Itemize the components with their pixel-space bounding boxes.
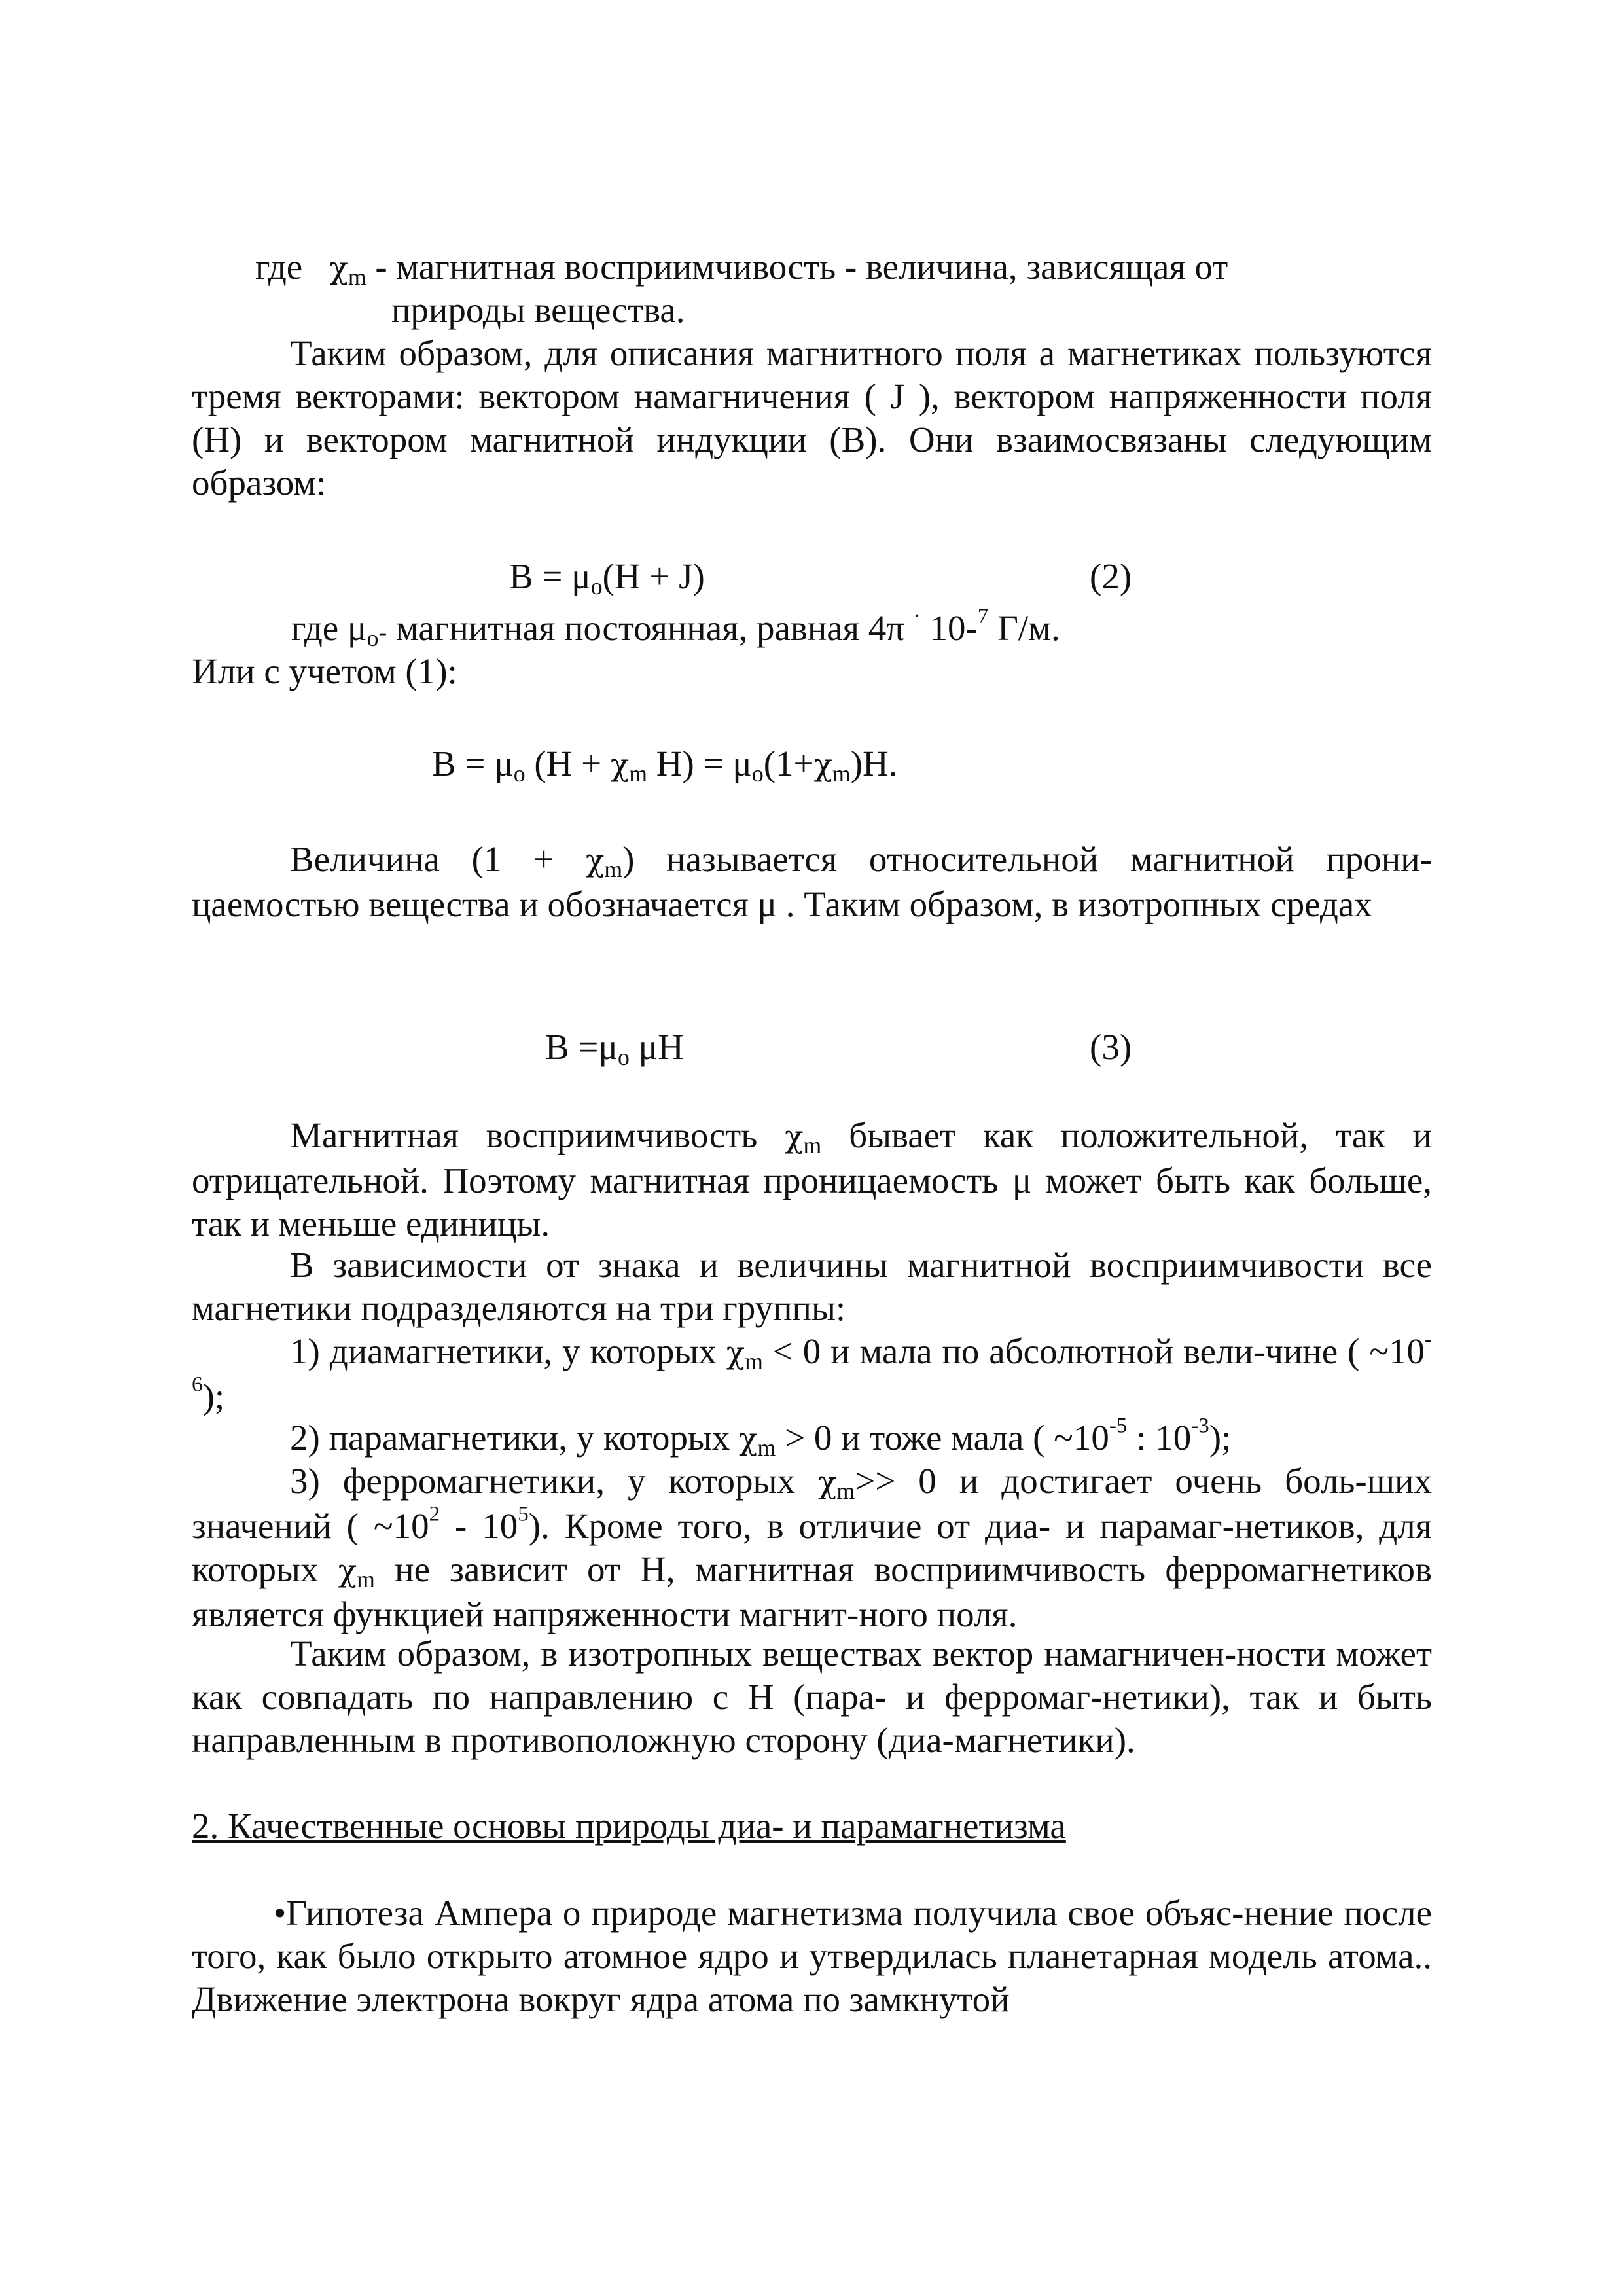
g1-text-c: ); <box>202 1376 225 1416</box>
mu-symbol: μ <box>571 556 591 596</box>
mu-symbol: μ <box>598 1027 618 1067</box>
chi-symbol: χ <box>610 748 630 783</box>
subscript-o: o <box>751 760 764 787</box>
eqb-part2: (H + <box>525 744 611 783</box>
subscript-m: m <box>745 1348 763 1374</box>
chi-symbol: χ <box>785 1120 804 1155</box>
g2-text-d: ); <box>1209 1418 1232 1458</box>
mu0-unit: Г/м. <box>988 608 1060 648</box>
chi-symbol: χ <box>739 1422 758 1458</box>
eqb-part3: H) = <box>647 744 733 783</box>
chi-definition-line2: природы вещества. <box>391 290 685 330</box>
susc-text-b: бывает как положительной, так и отрицательной. Поэтому магнитная проницаемость μ может быть как больше, так и меньше единицы. <box>192 1115 1432 1244</box>
subscript-m: m <box>803 1132 822 1158</box>
chi-symbol: χ <box>726 1336 745 1371</box>
paragraph-vectors-text: Таким образом, для описания магнитного поля а магнетиках пользуются тремя векторами: вектором намагничения ( J ), вектором напряженности поля (H) и вектором магнитной индукции (B). Они взаимосвязаны следующим образом: <box>192 333 1432 503</box>
subscript-m: m <box>629 760 648 787</box>
dot-operator: · <box>913 604 921 628</box>
mu0-def-text: магнитная постоянная, равная 4π <box>387 608 914 648</box>
g3-exponent-2: 5 <box>518 1502 529 1526</box>
eqb-part1: B = <box>432 744 495 783</box>
g2-text-a: 2) парамагнетики, у которых <box>290 1418 740 1458</box>
group-2-paramagnets <box>192 1416 1432 1462</box>
susc-text-a: Магнитная восприимчивость <box>290 1115 785 1155</box>
eq3-lhs: B = <box>545 1027 599 1067</box>
paragraph-permeability <box>192 838 1432 926</box>
equation-3 <box>545 1026 684 1069</box>
g2-exponent-1: -5 <box>1109 1414 1128 1438</box>
perm-text-b: ) называется относительной магнитной прони-цаемостью вещества и обозначается μ . Таким образом, в изотропных средах <box>192 839 1432 924</box>
conclusion-text: Таким образом, в изотропных веществах вектор намагничен-ности может как совпадать по направлению с H (пара- и ферромаг-нетики), так и быть направленным в противоположную сторону (диа-магнетики). <box>192 1634 1432 1760</box>
paragraph-susceptibility <box>192 1114 1432 1246</box>
subscript-m: m <box>604 855 623 882</box>
mu0-definition: где $\mu_o-$ магнитная постоянная, равная 4π · 10-$^7$ Г/м. <box>291 604 1060 651</box>
or-with-line: Или с учетом (1): <box>192 651 457 691</box>
g2-exponent-2: -3 <box>1191 1414 1209 1438</box>
chi-symbol: χ <box>338 1554 357 1589</box>
g3-text-b: >> 0 и достигает очень боль-ших значений ( ~10 <box>192 1461 1432 1546</box>
g3-text-a: 3) ферромагнетики, у которых <box>290 1461 819 1501</box>
group-1-diamagnets <box>192 1327 1432 1418</box>
chi-symbol: χ <box>585 844 605 879</box>
g1-text-b: < 0 и мала по абсолютной вели-чине ( ~10 <box>762 1331 1425 1371</box>
mu0-exponent: 7 <box>977 604 989 628</box>
group-3-ferromagnets <box>192 1460 1432 1636</box>
mu-symbol: μ <box>347 608 367 648</box>
subscript-m: m <box>757 1434 776 1461</box>
mu0-value: 10- <box>920 608 978 648</box>
paragraph-ampere <box>192 1892 1432 2021</box>
where-label: где <box>255 247 303 287</box>
g3-text-e: не зависит от H, магнитная восприимчивость ферромагнетиков является функцией напряженности магнит-ного поля. <box>192 1549 1433 1634</box>
subscript-m: m <box>832 760 851 787</box>
paragraph-conclusion <box>192 1632 1432 1762</box>
chi-symbol: χ <box>813 748 832 783</box>
paragraph-groups <box>192 1244 1432 1330</box>
subscript-m: m <box>836 1477 855 1504</box>
perm-text-a: Величина (1 + <box>290 839 586 879</box>
equation-2-number: (2) <box>1090 556 1132 596</box>
groups-text: В зависимости от знака и величины магнитной восприимчивости все магнетики подразделяются на три группы: <box>192 1245 1432 1328</box>
eq3-rhs: μH <box>629 1027 684 1067</box>
subscript-m: m <box>348 263 366 290</box>
chi-definition-text: - магнитная восприимчивость - величина, зависящая от <box>366 247 1228 287</box>
chi-symbol: χ <box>329 251 348 287</box>
mu-symbol: μ <box>494 744 514 783</box>
eq2-rhs: (H + J) <box>602 556 705 596</box>
subscript-o: o <box>590 573 603 600</box>
eqb-part5: )H. <box>850 744 898 783</box>
equation-b-expanded <box>432 742 898 787</box>
section-heading: 2. Качественные основы природы диа- и парамагнетизма <box>192 1806 1066 1846</box>
eqb-part4: (1+ <box>763 744 814 783</box>
chi-symbol: χ <box>818 1465 837 1501</box>
mu0-where: где <box>291 608 348 648</box>
g2-text-b: > 0 и тоже мала ( ~10 <box>776 1418 1109 1458</box>
g3-exponent-1: 2 <box>429 1502 440 1526</box>
g1-exponent: -6 <box>192 1327 1432 1397</box>
subscript-o: o <box>513 760 526 787</box>
subscript-o: o <box>617 1043 630 1070</box>
g3-text-c: - 10 <box>440 1506 518 1546</box>
equation-3-number: (3) <box>1090 1027 1132 1067</box>
paragraph-vectors <box>192 332 1432 505</box>
chi-definition-line1 <box>255 245 1228 291</box>
mu-symbol: μ <box>732 744 752 783</box>
g3-text-d: ). Кроме того, в отличие от диа- и парамаг-нетиков, для которых <box>192 1506 1432 1589</box>
equation-2 <box>509 555 705 598</box>
g2-text-c: : 10 <box>1127 1418 1192 1458</box>
ampere-text: •Гипотеза Ампера о природе магнетизма получила свое объяс-нение после того, как было открыто атомное ядро и утвердилась планетарная модель атома.. Движение электрона вокруг ядра атома по замкнутой <box>192 1893 1432 2019</box>
g1-text-a: 1) диамагнетики, у которых <box>290 1331 726 1371</box>
subscript-o: o <box>366 624 379 651</box>
eq2-lhs: B = <box>509 556 572 596</box>
subscript-m: m <box>357 1566 375 1592</box>
